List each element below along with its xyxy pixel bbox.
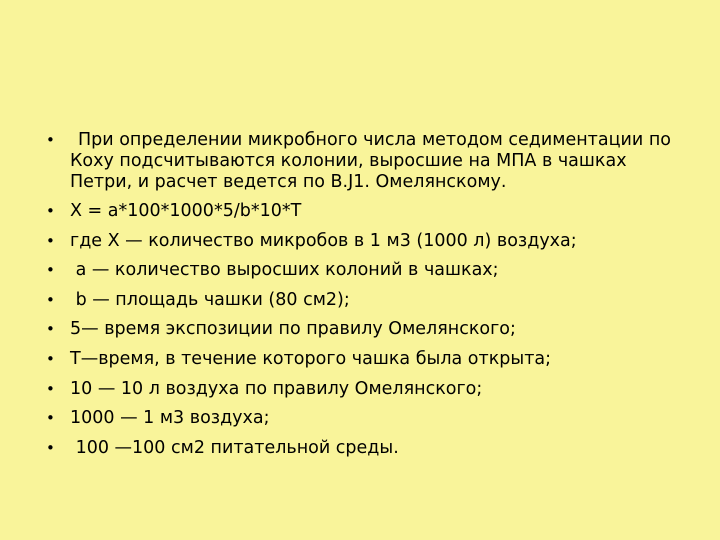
bullet-item-formula bbox=[46, 201, 676, 222]
bullet-text: 5— время экспозиции по правилу Омелянского; bbox=[70, 319, 516, 340]
bullet-dot-icon: • bbox=[46, 131, 55, 149]
bullet-text: где Х — количество микробов в 1 м3 (1000 л) воздуха; bbox=[70, 230, 577, 251]
bullet-item-method bbox=[46, 130, 676, 193]
bullet-text: 100 —100 см2 питательной среды. bbox=[70, 437, 399, 458]
bullet-dot-icon: • bbox=[46, 349, 55, 368]
bullet-dot-icon: • bbox=[46, 409, 55, 428]
bullet-item-a-definition bbox=[46, 260, 676, 281]
bullet-text: 10 — 10 л воздуха по правилу Омелянского; bbox=[70, 378, 483, 399]
bullet-item-t-definition bbox=[46, 349, 676, 370]
bullet-dot-icon: • bbox=[46, 202, 55, 220]
bullet-text: Т—время, в течение которого чашка была открыта; bbox=[70, 348, 552, 369]
bullet-list bbox=[46, 130, 676, 467]
bullet-text: b — площадь чашки (80 см2); bbox=[70, 289, 350, 310]
bullet-item-exposure-time bbox=[46, 319, 676, 340]
bullet-dot-icon: • bbox=[46, 438, 55, 457]
bullet-item-medium-area bbox=[46, 438, 676, 459]
bullet-item-air-volume bbox=[46, 379, 676, 400]
bullet-item-b-definition bbox=[46, 290, 676, 311]
bullet-dot-icon: • bbox=[46, 261, 55, 280]
bullet-item-x-definition bbox=[46, 231, 676, 252]
bullet-dot-icon: • bbox=[46, 320, 55, 339]
bullet-text: При определении микробного числа методом седиментации по Коху подсчитываются колонии, выросшие на МПА в чашках Петри, и расчет ведется по В.J1. Омелянскому. bbox=[70, 130, 677, 192]
bullet-text: X = a*100*1000*5/b*10*T bbox=[70, 201, 302, 221]
bullet-text: а — количество выросших колоний в чашках; bbox=[70, 260, 499, 281]
bullet-dot-icon: • bbox=[46, 290, 55, 309]
bullet-dot-icon: • bbox=[46, 231, 55, 250]
bullet-dot-icon: • bbox=[46, 379, 55, 398]
bullet-text: 1000 — 1 м3 воздуха; bbox=[70, 408, 270, 429]
bullet-item-cubic-meter bbox=[46, 408, 676, 429]
